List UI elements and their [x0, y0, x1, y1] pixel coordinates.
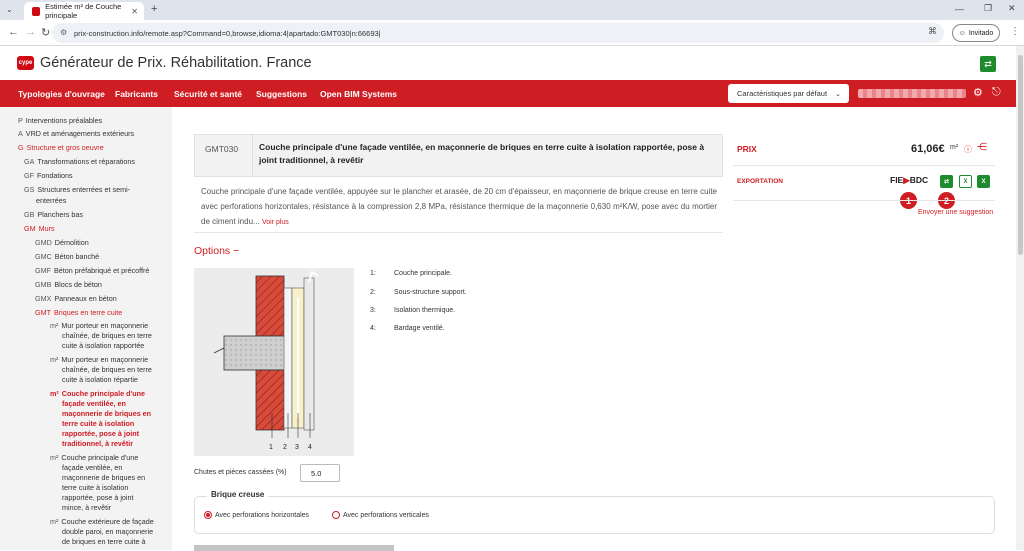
radio-label: Avec perforations verticales — [343, 511, 429, 519]
info-icon[interactable]: ⓘ — [964, 145, 972, 154]
item-code: GMT030 — [205, 144, 239, 154]
sidebar-entry-line[interactable]: cuite à isolation répartie — [62, 375, 138, 384]
sidebar-entry[interactable]: m² Couche principale d'une — [50, 453, 139, 462]
sidebar-entry[interactable]: m² Couche extérieure de façade — [50, 517, 154, 526]
sidebar-item-gs-cont[interactable]: enterrées — [36, 196, 67, 205]
divider — [194, 232, 723, 233]
divider — [733, 165, 995, 166]
logout-icon[interactable]: ⎋ — [992, 86, 1001, 98]
tab-list-icon[interactable]: ⌄ — [6, 5, 13, 14]
sidebar-entry-line[interactable]: terre cuite à isolation — [62, 419, 135, 428]
divider — [252, 134, 253, 177]
sidebar-entry-active[interactable]: m² Couche principale d'une — [50, 389, 145, 398]
scrollbar-thumb[interactable] — [1018, 55, 1023, 255]
brique-creuse-fieldset — [194, 496, 995, 534]
sidebar-item-gf[interactable]: GF Fondations — [24, 171, 73, 180]
sidebar-entry-line[interactable]: rapportée, pose à joint — [62, 493, 134, 502]
radio-perforations-horizontales[interactable] — [204, 511, 309, 519]
sidebar-entry-line[interactable]: chaînée, de briques en terre — [62, 331, 152, 340]
profile-icon: ☺ — [958, 29, 966, 37]
settings-gear-icon[interactable]: ⚙ — [973, 87, 983, 99]
sidebar-entry-line[interactable]: terre cuite à isolation — [62, 483, 129, 492]
sidebar-item-gm[interactable]: GM Murs — [24, 224, 55, 233]
diagram-label-1: 1 — [269, 444, 273, 451]
legend-item: 2: Sous-structure support. — [370, 289, 467, 296]
description-text: Couche principale d'une façade ventilée, appuyée sur le plancher et arasée, de 20 cm d'épaisseur, en maçonnerie de brique creuse en terre cuite avec perforations horizontales, résistance à la compression 2,8 MPa, résistance thermique de la maçonnerie 0,630 m²K/W, pose avec du mortier de ciment indu... — [201, 187, 717, 226]
sidebar-item-gmx[interactable]: GMX Panneaux en béton — [35, 294, 117, 303]
sidebar-item-gmf[interactable]: GMF Béton préfabriqué et précoffré — [35, 266, 150, 275]
characteristics-dropdown[interactable] — [728, 84, 849, 103]
fiebdc-export-button[interactable] — [890, 175, 928, 186]
sidebar-entry[interactable]: m² Mur porteur en maçonnerie — [50, 321, 149, 330]
url-field[interactable] — [52, 23, 944, 43]
item-title: Couche principale d'une façade ventilée, en maçonnerie de briques en terre cuite à isolation rapportée, pose à joint traditionnel, à revêtir — [259, 142, 705, 165]
forward-icon[interactable]: → — [25, 26, 36, 38]
user-account-blurred — [858, 89, 966, 98]
sidebar-entry[interactable]: m² Mur porteur en maçonnerie — [50, 355, 149, 364]
sidebar-item-ga[interactable]: GA Transformations et réparations — [24, 157, 135, 166]
diagram-label-2: 2 — [283, 444, 287, 451]
legend-item: 4: Bardage ventilé. — [370, 325, 445, 332]
radio-unchecked-icon — [332, 511, 340, 519]
bdc-text: BDC — [909, 175, 929, 185]
browser-tab[interactable] — [24, 2, 144, 20]
radio-label: Avec perforations horizontales — [215, 511, 310, 519]
minimize-icon[interactable]: — — [955, 4, 964, 14]
sidebar-item-gmd[interactable]: GMD Démolition — [35, 238, 89, 247]
translate-icon[interactable]: ⌘ — [928, 26, 937, 36]
legend-item: 1: Couche principale. — [370, 270, 452, 277]
sidebar-entry-line[interactable]: mince, à revêtir — [62, 503, 112, 512]
sidebar-entry-line[interactable]: double paroi, en maçonnerie — [62, 527, 154, 536]
sidebar-item-gmc[interactable]: GMC Béton banché — [35, 252, 100, 261]
excel-export-icon[interactable]: X — [959, 175, 972, 188]
nav-item-fabricants[interactable]: Fabricants — [115, 89, 158, 99]
fie-text: FIE — [890, 175, 904, 185]
bim-export-icon[interactable]: ⇄ — [940, 175, 953, 188]
profile-button[interactable] — [952, 24, 1000, 42]
chutes-input[interactable]: 5.0 — [300, 464, 340, 482]
sidebar-item-gb[interactable]: GB Planchers bas — [24, 210, 83, 219]
price-label: PRIX — [737, 144, 757, 154]
sidebar-item-gmb[interactable]: GMB Blocs de béton — [35, 280, 102, 289]
export-label: EXPORTATION — [737, 178, 783, 185]
divider — [733, 200, 995, 201]
next-section-heading-cut — [194, 545, 394, 551]
sidebar-item-g[interactable]: G Structure et gros oeuvre — [18, 143, 104, 152]
options-toggle[interactable]: Options − — [194, 245, 240, 257]
profile-label: Invitado — [968, 29, 994, 37]
diagram-label-3: 3 — [295, 444, 299, 451]
tab-title: Estimée m² de Couche principale — [45, 2, 122, 20]
sidebar-item-a[interactable]: A VRD et aménagements extérieurs — [18, 129, 135, 138]
site-info-icon[interactable]: ⚙ — [60, 28, 68, 37]
sidebar-entry-line[interactable]: façade ventilée, en — [62, 463, 123, 472]
construction-diagram — [194, 268, 354, 456]
send-suggestion-link[interactable]: Envoyer une suggestion — [918, 209, 994, 216]
sidebar-entry-line[interactable]: chaînée, de briques en terre — [62, 365, 152, 374]
radio-perforations-verticales[interactable] — [332, 511, 429, 519]
site-header — [0, 46, 1024, 80]
sidebar-entry-line[interactable]: maçonnerie de briques en — [62, 473, 146, 482]
price-unit: m² — [950, 144, 959, 151]
diagram-label-4: 4 — [308, 444, 312, 451]
new-tab-icon[interactable]: + — [151, 3, 158, 15]
sidebar-entry-line[interactable]: cuite à isolation rapportée — [62, 341, 145, 350]
voir-plus-link[interactable]: Voir plus — [261, 219, 289, 226]
back-icon[interactable]: ← — [8, 26, 19, 38]
wall-section-drawing — [194, 268, 354, 456]
item-description — [201, 184, 717, 230]
nav-item-open-bim[interactable]: Open BIM Systems — [320, 89, 397, 99]
fiebdc-arrow-icon: ▶ — [903, 175, 910, 185]
nav-item-typologies[interactable]: Typologies d'ouvrage — [18, 89, 105, 99]
url-text: prix-construction.info/remote.asp?Command=0,browse,idioma:4|apartado:GMT030|n:66693| — [74, 28, 381, 38]
browser-menu-icon[interactable]: ⋮ — [1010, 26, 1020, 37]
restore-icon[interactable]: ❐ — [984, 3, 993, 13]
nav-item-securite[interactable]: Sécurité et santé — [174, 89, 243, 99]
sidebar-entry-line[interactable]: de briques en terre cuite à — [62, 537, 146, 546]
nav-item-suggestions[interactable]: Suggestions — [256, 89, 308, 99]
bim-export-icon[interactable]: ⇄ — [980, 56, 996, 72]
browser-tab-bar — [0, 0, 1024, 20]
price-value: 61,06€ — [911, 143, 945, 155]
cype-logo[interactable]: cype — [17, 56, 34, 70]
sidebar-entry-line[interactable]: rapportée, pose à joint — [62, 429, 140, 438]
sidebar-item-p[interactable]: P Interventions préalables — [18, 116, 103, 125]
sidebar-item-gmt[interactable]: GMT Briques en terre cuite — [35, 308, 123, 317]
characteristics-label: Caractéristiques par défaut — [737, 89, 828, 98]
reload-icon[interactable]: ↻ — [41, 27, 51, 39]
sidebar-item-gs[interactable]: GS Structures enterrées et semi- — [24, 185, 131, 194]
sidebar-entry-line[interactable]: maçonnerie de briques en — [62, 409, 152, 418]
brique-creuse-title: Brique creuse — [207, 490, 268, 499]
sidebar-entry-line[interactable]: façade ventilée, en — [62, 399, 126, 408]
excel-export-icon[interactable]: X — [977, 175, 990, 188]
main-nav — [0, 80, 1016, 107]
chutes-label: Chutes et pièces cassées (%) — [194, 469, 287, 476]
favicon-icon — [32, 7, 40, 16]
chevron-down-icon: ⌄ — [835, 90, 841, 98]
site-title: Générateur de Prix. Réhabilitation. France — [40, 55, 312, 71]
legend-item: 3: Isolation thermique. — [370, 307, 456, 314]
sidebar-entry-line[interactable]: traditionnel, à revêtir — [62, 439, 134, 448]
close-window-icon[interactable]: ✕ — [1008, 3, 1016, 13]
share-icon[interactable]: ⋲ — [977, 142, 987, 153]
close-tab-icon[interactable]: ✕ — [131, 6, 138, 16]
address-bar — [0, 20, 1024, 46]
radio-checked-icon — [204, 511, 212, 519]
